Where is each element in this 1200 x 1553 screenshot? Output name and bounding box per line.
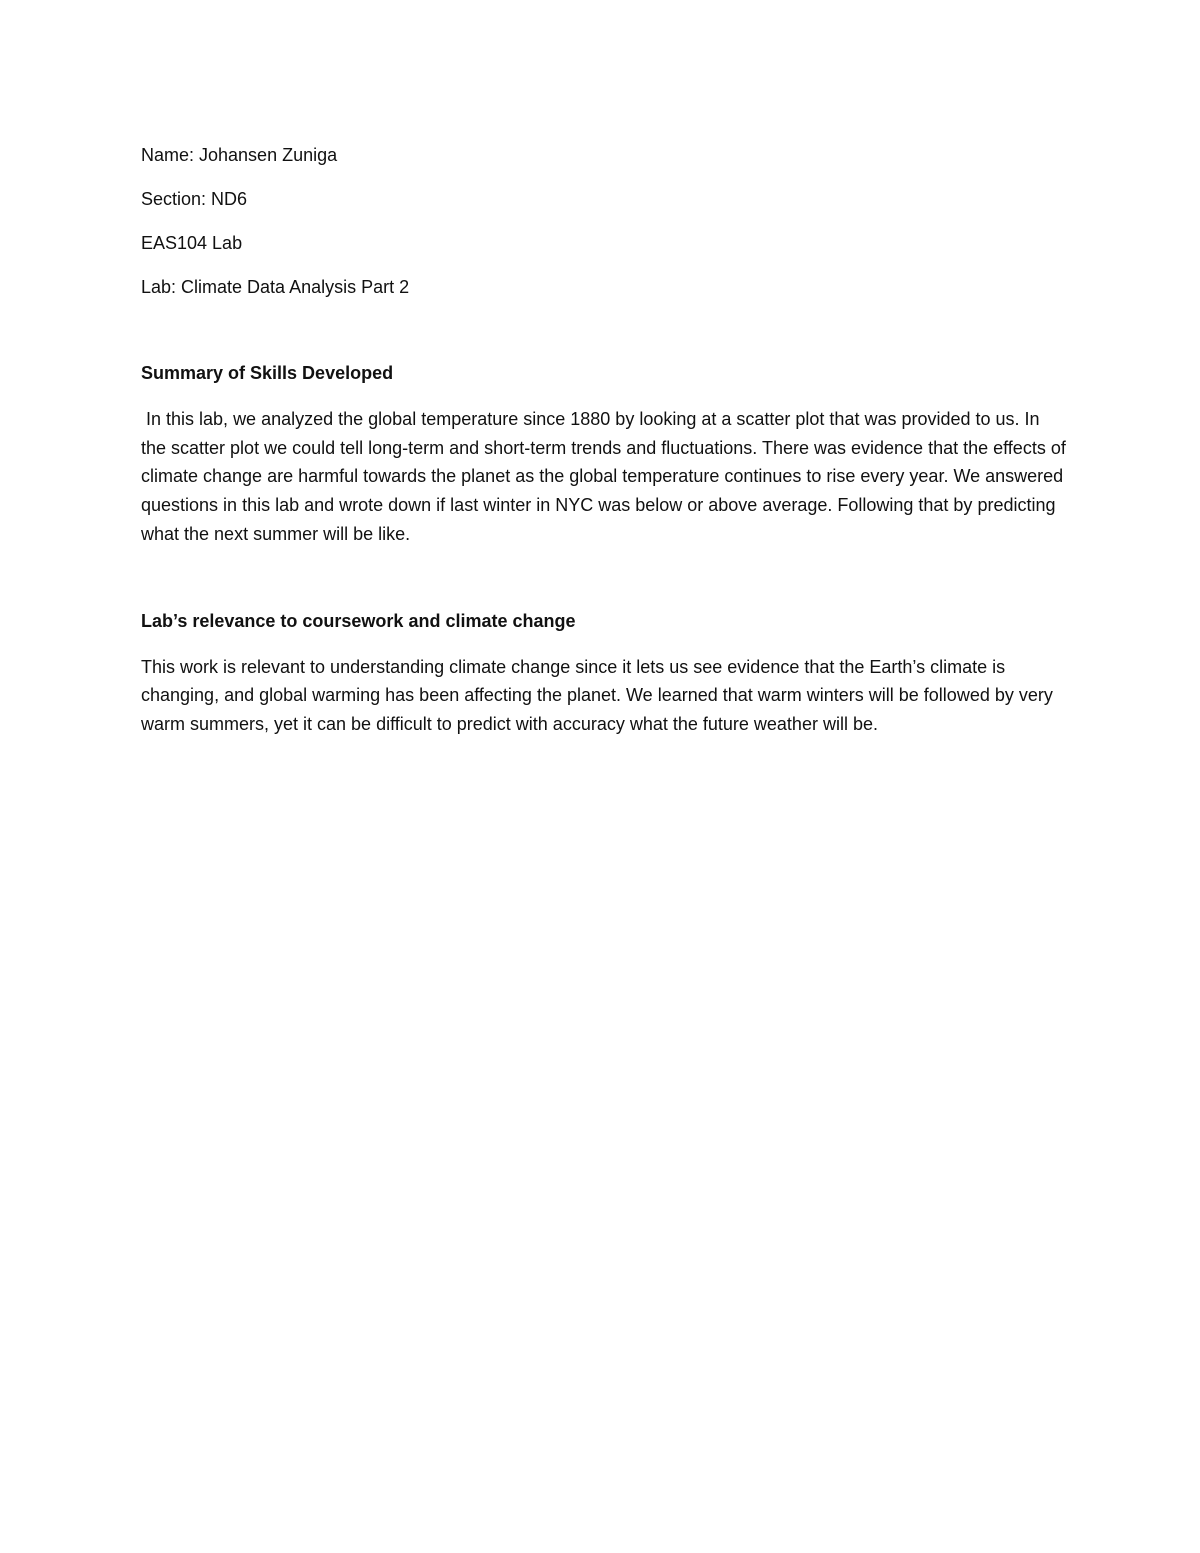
relevance-heading: Lab’s relevance to coursework and climate change xyxy=(141,610,576,631)
summary-heading: Summary of Skills Developed xyxy=(141,363,394,383)
section-label: Section: ND6 xyxy=(141,189,248,209)
student-name: Name: Johansen Zuniga xyxy=(141,145,338,165)
lab-title: Lab: Climate Data Analysis Part 2 xyxy=(141,277,410,297)
summary-paragraph: In this lab, we analyzed the global temperature since 1880 by looking at a scatter plot that was provided to us. In the scatter plot we could tell long-term and short-term trends and fluctuations. There was evidence that the effects of climate change are harmful towards the planet as the global temperature continues to rise every year. We answered questions in this lab and wrote down if last winter in NYC was below or above average. Following that by predicting what the next summer will be like. xyxy=(141,409,1071,544)
course-label: EAS104 Lab xyxy=(141,233,243,253)
relevance-paragraph: This work is relevant to understanding climate change since it lets us see evidence that the Earth’s climate is changing, and global warming has been affecting the planet. We learned that warm winters will be followed by very warm summers, yet it can be difficult to predict with accuracy what the future weather will be. xyxy=(141,656,1058,734)
document-content xyxy=(141,143,1071,739)
